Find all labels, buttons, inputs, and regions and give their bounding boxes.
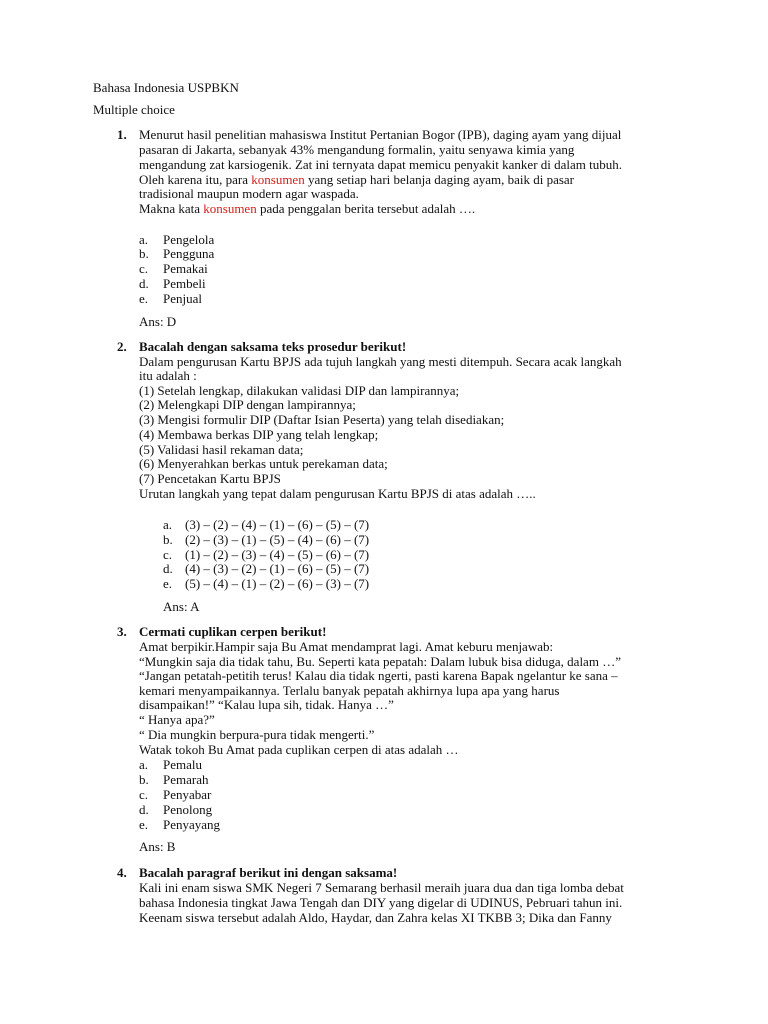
question-4-number: 4. [117,865,127,880]
q3-line-3: “Jangan petatah-petitih terus! Kalau dia tidak ngerti, pasti karena Bapak ngelantur ke sana – [139,668,618,683]
q1-line-3: mengandung zat karsiogenik. Zat ini ternyata dapat memicu penyakit kanker di dalam tubuh. [139,157,623,172]
q1-option-d-letter: d. [139,276,149,291]
q2-option-d: (4) – (3) – (2) – (1) – (6) – (5) – (7) [185,561,370,576]
q3-option-e: Penyayang [163,817,221,832]
q2-option-b-letter: b. [163,532,173,547]
q2-option-e: (5) – (4) – (1) – (2) – (6) – (3) – (7) [185,576,370,591]
q2-step-1: (1) Setelah lengkap, dilakukan validasi DIP dan lampirannya; [139,383,460,398]
q1-line-4-start: Oleh karena itu, para [139,172,252,187]
q1-option-c-letter: c. [139,261,149,276]
q1-answer: Ans: D [139,314,177,329]
q2-option-d-letter: d. [163,561,173,576]
q1-question-end: pada penggalan berita tersebut adalah …. [256,201,476,216]
q4-line-3: Keenam siswa tersebut adalah Aldo, Haydar, dan Zahra kelas XI TKBB 3; Dika dan Fanny [139,910,612,925]
q3-heading: Cermati cuplikan cerpen berikut! [139,624,327,639]
q3-line-5: disampaikan!” “Kalau lupa sih, tidak. Hanya …” [139,697,394,712]
q1-option-e-letter: e. [139,291,149,306]
q1-question [139,201,475,216]
q1-keyword: konsumen [251,172,305,187]
q2-step-4: (4) Membawa berkas DIP yang telah lengkap; [139,427,379,442]
q1-line-2: pasaran di Jakarta, sebanyak 43% mengandung formalin, yaitu senyawa kimia yang [139,142,575,157]
q1-option-b: Pengguna [163,246,215,261]
q3-line-2: “Mungkin saja dia tidak tahu, Bu. Seperti kata pepatah: Dalam lubuk bisa diduga, dalam …” [139,654,621,669]
question-3-number: 3. [117,624,127,639]
q1-line-5: tradisional maupun modern agar waspada. [139,186,359,201]
q1-line-4 [139,172,574,187]
q3-option-d: Penolong [163,802,213,817]
q4-line-1: Kali ini enam siswa SMK Negeri 7 Semarang berhasil meraih juara dua dan tiga lomba debat [139,880,624,895]
q1-question-start: Makna kata [139,201,204,216]
q3-option-a-letter: a. [139,757,149,772]
q1-line-1: Menurut hasil penelitian mahasiswa Institut Pertanian Bogor (IPB), daging ayam yang dijual [139,127,622,142]
q1-option-c: Pemakai [163,261,208,276]
q1-option-b-letter: b. [139,246,149,261]
q2-option-e-letter: e. [163,576,173,591]
q2-option-b: (2) – (3) – (1) – (5) – (4) – (6) – (7) [185,532,370,547]
q3-option-a: Pemalu [163,757,202,772]
q3-option-b: Pemarah [163,772,209,787]
q3-question: Watak tokoh Bu Amat pada cuplikan cerpen di atas adalah … [139,742,459,757]
q2-heading: Bacalah dengan saksama teks prosedur berikut! [139,339,407,354]
q1-line-4-end: yang setiap hari belanja daging ayam, baik di pasar [304,172,575,187]
q1-option-e: Penjual [163,291,202,306]
q3-option-b-letter: b. [139,772,149,787]
document-subtitle: Multiple choice [93,102,175,117]
q1-option-a-letter: a. [139,232,149,247]
q3-line-1: Amat berpikir.Hampir saja Bu Amat mendamprat lagi. Amat keburu menjawab: [139,639,554,654]
q2-option-c-letter: c. [163,547,173,562]
q2-option-c: (1) – (2) – (3) – (4) – (5) – (6) – (7) [185,547,370,562]
q3-line-7: “ Dia mungkin berpura-pura tidak mengerti.” [139,727,375,742]
q2-option-a-letter: a. [163,517,173,532]
q3-answer: Ans: B [139,839,176,854]
q3-option-c-letter: c. [139,787,149,802]
q2-step-3: (3) Mengisi formulir DIP (Daftar Isian Peserta) yang telah disediakan; [139,412,505,427]
q2-step-5: (5) Validasi hasil rekaman data; [139,442,304,457]
q4-heading: Bacalah paragraf berikut ini dengan saksama! [139,865,398,880]
q3-option-d-letter: d. [139,802,149,817]
q2-intro-line-2: itu adalah : [139,368,197,383]
question-1-number: 1. [117,127,127,142]
q2-option-a: (3) – (2) – (4) – (1) – (6) – (5) – (7) [185,517,370,532]
document-title: Bahasa Indonesia USPBKN [93,80,239,95]
q1-option-d: Pembeli [163,276,206,291]
q2-step-2: (2) Melengkapi DIP dengan lampirannya; [139,397,356,412]
question-2-number: 2. [117,339,127,354]
q2-answer: Ans: A [163,599,200,614]
q3-option-e-letter: e. [139,817,149,832]
q3-line-6: “ Hanya apa?” [139,712,215,727]
q2-step-7: (7) Pencetakan Kartu BPJS [139,471,281,486]
q2-intro-line-1: Dalam pengurusan Kartu BPJS ada tujuh langkah yang mesti ditempuh. Secara acak langkah [139,354,622,369]
q2-question: Urutan langkah yang tepat dalam pengurusan Kartu BPJS di atas adalah ….. [139,486,536,501]
q2-step-6: (6) Menyerahkan berkas untuk perekaman data; [139,456,388,471]
q3-option-c: Penyabar [163,787,212,802]
q1-option-a: Pengelola [163,232,215,247]
q4-line-2: bahasa Indonesia tingkat Jawa Tengah dan DIY yang digelar di UDINUS, Pebruari tahun ini. [139,895,623,910]
q3-line-4: kemari menyampaikannya. Terlalu banyak pepatah akhirnya lupa apa yang harus [139,683,560,698]
q1-keyword-repeat: konsumen [203,201,257,216]
